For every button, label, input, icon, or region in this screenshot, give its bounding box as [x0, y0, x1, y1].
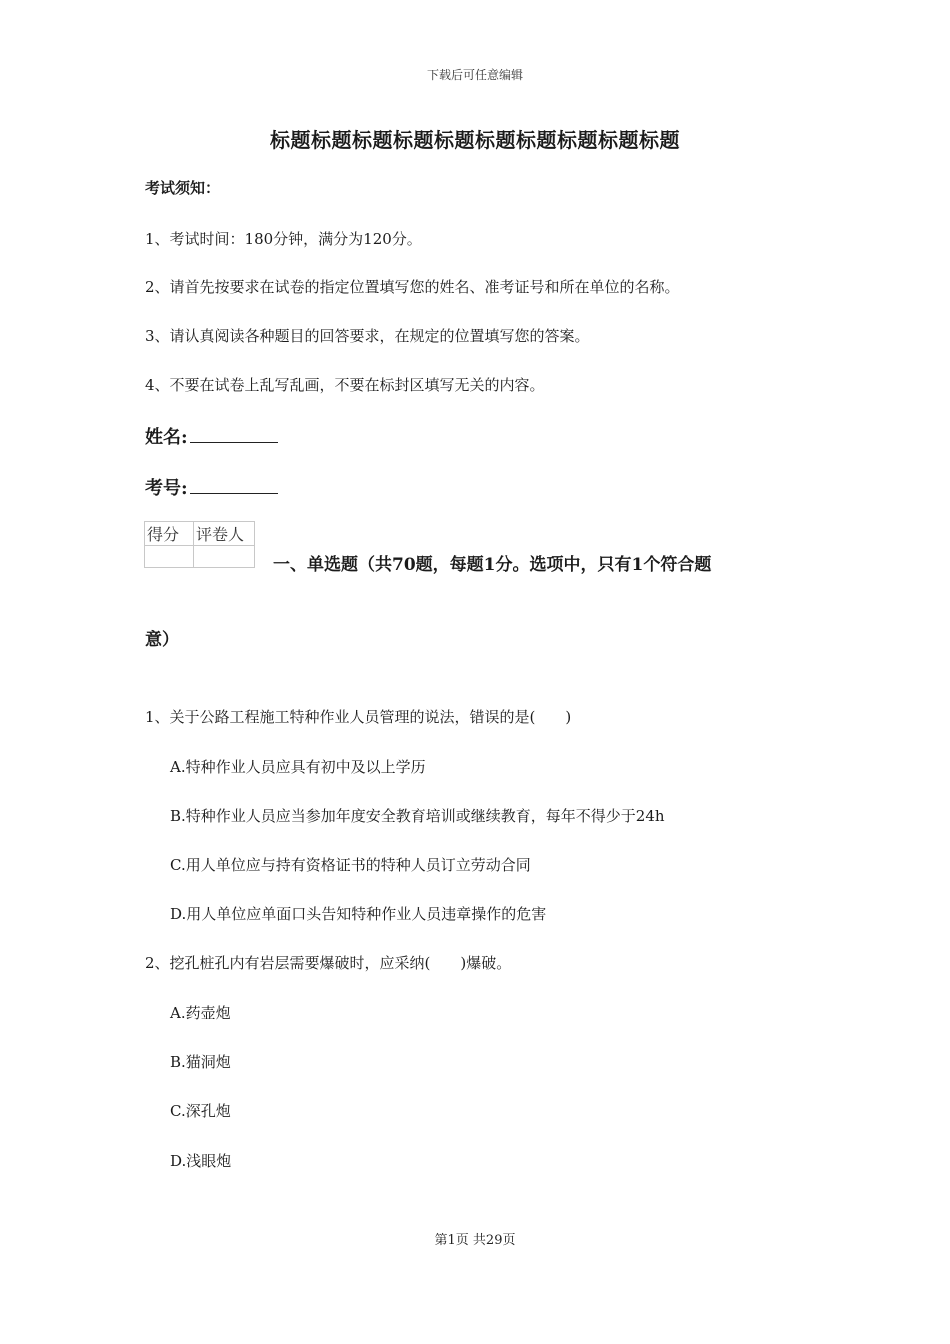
name-label: 姓名: — [145, 427, 188, 448]
grader-cell[interactable] — [194, 546, 255, 568]
header-note: 下载后可任意编辑 — [426, 68, 523, 82]
score-cell[interactable] — [145, 546, 194, 568]
question-stem: 1、关于公路工程施工特种作业人员管理的说法，错误的是( ) — [145, 708, 572, 726]
document-title: 标题标题标题标题标题标题标题标题标题标题 — [270, 128, 680, 152]
name-blank[interactable] — [190, 424, 278, 443]
question-stem: 2、挖孔桩孔内有岩层需要爆破时，应采纳( )爆破。 — [145, 954, 512, 972]
exam-id-blank[interactable] — [190, 475, 278, 494]
notice-item: 1、考试时间：180分钟，满分为120分。 — [145, 230, 422, 248]
notice-item: 4、不要在试卷上乱写乱画，不要在标封区填写无关的内容。 — [145, 376, 545, 394]
question-option: A.药壶炮 — [170, 1004, 231, 1022]
question-option: D.用人单位应单面口头告知特种作业人员违章操作的危害 — [170, 905, 547, 923]
score-header: 得分 — [145, 522, 194, 546]
question-option: B.猫洞炮 — [170, 1053, 231, 1071]
page-footer: 第1页 共29页 — [434, 1233, 516, 1248]
question-option: A.特种作业人员应具有初中及以上学历 — [170, 758, 426, 776]
section-heading-continued: 意） — [145, 630, 179, 650]
exam-id-label: 考号: — [145, 478, 188, 499]
question-option: B.特种作业人员应当参加年度安全教育培训或继续教育，每年不得少于24h — [170, 807, 665, 825]
question-option: C.深孔炮 — [170, 1102, 231, 1120]
notice-item: 2、请首先按要求在试卷的指定位置填写您的姓名、准考证号和所在单位的名称。 — [145, 278, 680, 296]
exam-id-field — [145, 474, 278, 500]
section-heading: 一、单选题（共70题，每题1分。选项中，只有1个符合题 — [273, 555, 712, 575]
name-field — [145, 423, 278, 449]
notice-item: 3、请认真阅读各种题目的回答要求，在规定的位置填写您的答案。 — [145, 327, 590, 345]
score-table — [144, 521, 255, 568]
notice-heading: 考试须知： — [145, 179, 221, 197]
question-option: D.浅眼炮 — [170, 1152, 232, 1170]
question-option: C.用人单位应与持有资格证书的特种人员订立劳动合同 — [170, 856, 531, 874]
grader-header: 评卷人 — [194, 522, 255, 546]
